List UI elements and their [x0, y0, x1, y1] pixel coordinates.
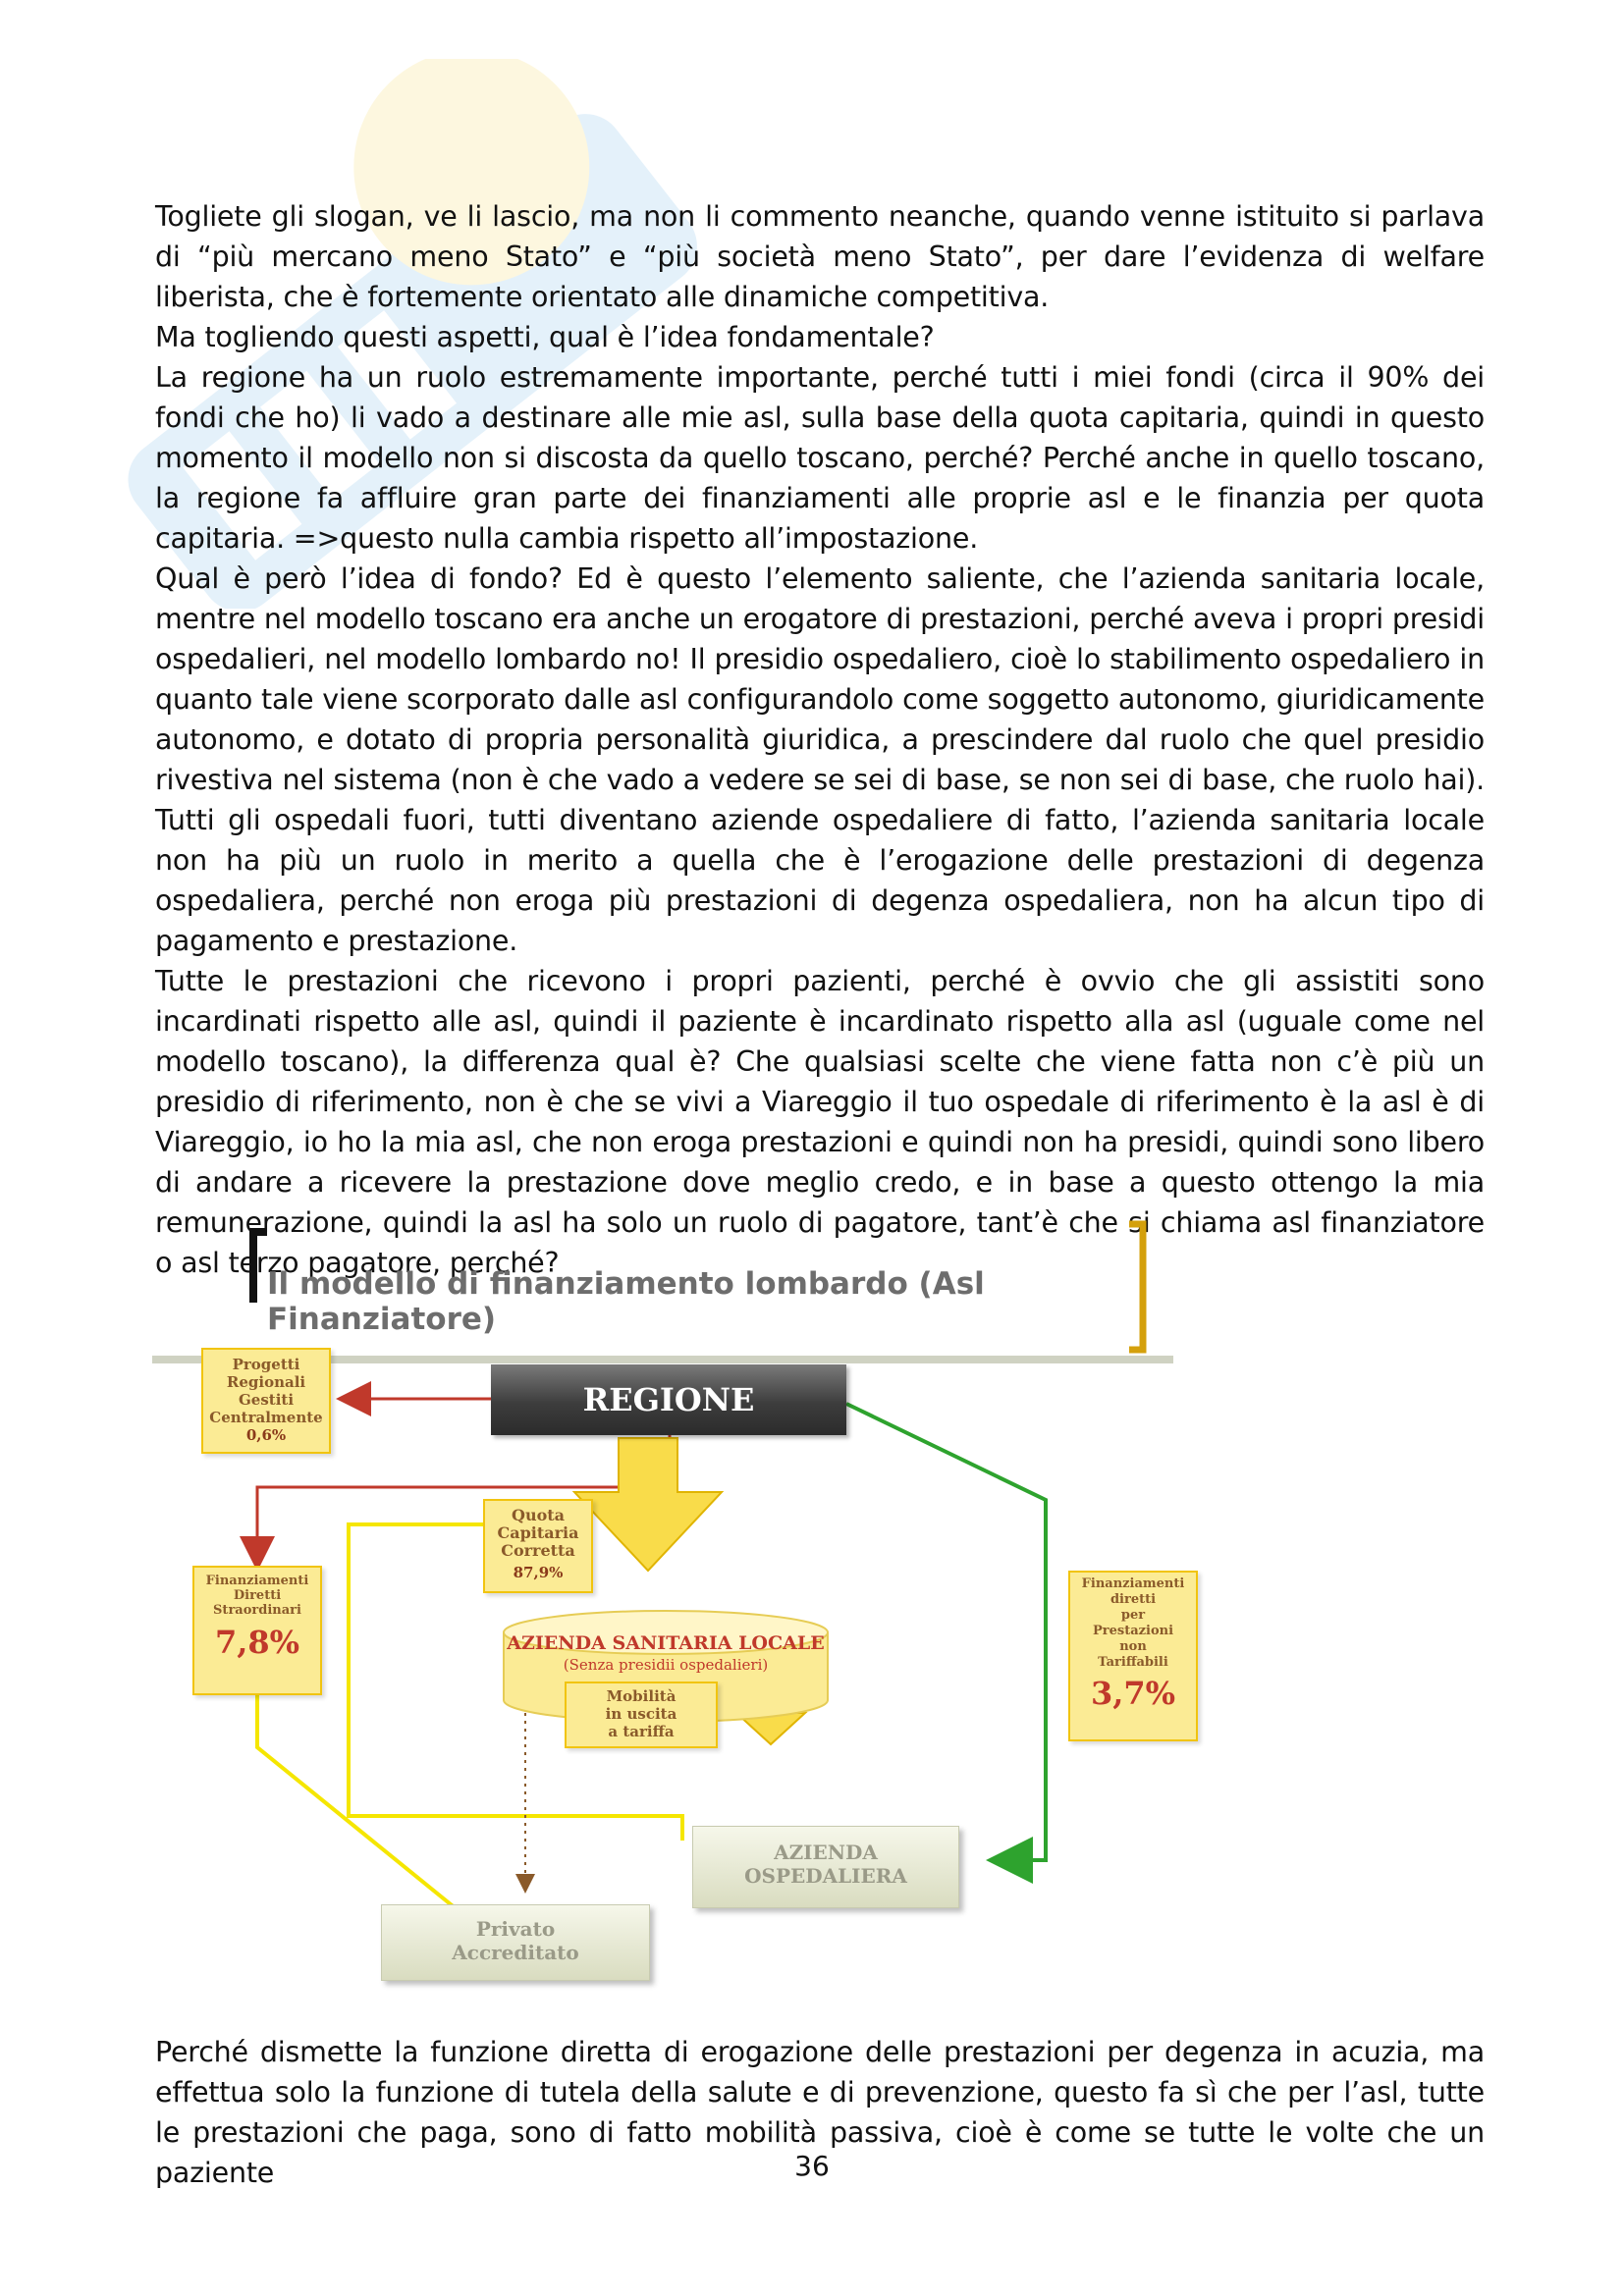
quota-line: Corretta	[501, 1541, 575, 1560]
quota-line: Quota	[512, 1506, 565, 1524]
non-tariffabili-line: non	[1119, 1639, 1147, 1654]
straordinari-box	[192, 1566, 322, 1695]
regione-box: REGIONE	[491, 1364, 846, 1435]
asl-title: AZIENDA SANITARIA LOCALE	[507, 1632, 825, 1654]
paragraph: La regione ha un ruolo estremamente importante, perché tutti i miei fondi (circa il 90% dei fondi che ho) li vado a destinare alle mie asl, sulla base della quota capitaria, quindi in questo momento il modello non si discosta da quello toscano, perché? Perché anche in quello toscano, la regione fa affluire gran parte dei finanziamenti alle proprie asl e le finanzia per quota capitaria. =>questo nulla cambia rispetto all’impostazione.	[155, 361, 1485, 555]
progetti-line: Progetti	[232, 1356, 300, 1373]
progetti-line: Centralmente	[209, 1409, 323, 1426]
non-tariffabili-line: Tariffabili	[1098, 1655, 1168, 1670]
title-bracket-left	[253, 1232, 267, 1303]
asl-subtitle: (Senza presidii ospedalieri)	[563, 1656, 769, 1674]
privato-line1: Privato	[475, 1917, 556, 1941]
straordinari-line: Finanziamenti	[205, 1574, 309, 1588]
straordinari-line: Diretti	[233, 1588, 282, 1603]
paragraph: Perché dismette la funzione diretta di erogazione delle prestazioni per degenza in acuzia, ma effettua solo la funzione di tutela della salute e di prevenzione, questo fa sì che per l’asl, tutte le prestazioni che paga, sono di fatto mobilità passiva, cioè è come se tutte le volte che un paziente	[155, 2036, 1485, 2189]
ospedaliera-line1: AZIENDA	[774, 1841, 878, 1864]
ospedaliera-line2: OSPEDALIERA	[744, 1864, 907, 1888]
progetti-box	[201, 1348, 331, 1454]
non-tariffabili-line: diretti	[1110, 1592, 1157, 1607]
progetti-value: 0,6%	[245, 1426, 287, 1444]
quota-value: 87,9%	[513, 1564, 564, 1581]
arrow-to-ospedaliera	[395, 1821, 682, 1860]
progetti-line: Gestiti	[238, 1391, 295, 1409]
non-tariffabili-line: Prestazioni	[1092, 1624, 1174, 1638]
non-tariffabili-line: per	[1120, 1608, 1146, 1623]
quota-line: Capitaria	[497, 1523, 579, 1542]
mobilita-line: Mobilità	[606, 1687, 677, 1705]
mobilita-box	[565, 1682, 718, 1748]
mobilita-line: in uscita	[605, 1705, 677, 1723]
non-tariffabili-value: 3,7%	[1090, 1675, 1176, 1712]
block-arrow-quota	[574, 1438, 722, 1571]
diagram-title: Il modello di finanziamento lombardo (Asl Finanziatore)	[267, 1266, 985, 1337]
paragraph: Ma togliendo questi aspetti, qual è l’idea fondamentale?	[155, 321, 935, 353]
azienda-ospedaliera-box	[692, 1826, 959, 1908]
mobilita-line: a tariffa	[608, 1723, 675, 1740]
privato-accreditato-box	[381, 1904, 650, 1981]
straordinari-value: 7,8%	[214, 1624, 300, 1661]
funding-model-diagram	[147, 1212, 1198, 1988]
non-tariffabili-line: Finanziamenti	[1081, 1576, 1185, 1591]
paragraph: Tutte le prestazioni che ricevono i propri pazienti, perché è ovvio che gli assistiti sono incardinati rispetto alle asl, quindi il paziente è incardinato rispetto alla asl (uguale come nel modello toscano), la differenza qual è? Che qualsiasi scelte che viene fatta non c’è più un presidio di riferimento, non è che se vivi a Viareggio il tuo ospedale di riferimento è la asl è di Viareggio, io ho la mia asl, che non eroga prestazioni e quindi non ha presidi, quindi sono libero di andare a ricevere la prestazione dove meglio credo, e in base a questo ottengo la mia remunerazione, quindi la asl ha solo un ruolo di pagatore, tant’è che si chiama asl finanziatore o asl terzo pagatore, perché?	[155, 965, 1485, 1279]
arrow-regione-to-ospedaliera	[846, 1404, 1046, 1860]
privato-line2: Accreditato	[452, 1941, 579, 1964]
page-number: 36	[794, 2150, 830, 2182]
non-tariffabili-box	[1068, 1571, 1198, 1741]
paragraph: Togliete gli slogan, ve li lascio, ma non li commento neanche, quando venne istituito si parlava di “più mercano meno Stato” e “più società meno Stato”, per dare l’evidenza di welfare liberista, che è fortemente orientato alle dinamiche competitiva.	[155, 200, 1485, 313]
quota-box	[483, 1499, 593, 1593]
body-text-top	[155, 196, 1485, 1283]
paragraph: Qual è però l’idea di fondo? Ed è questo l’elemento saliente, che l’azienda sanitaria locale, mentre nel modello toscano era anche un erogatore di prestazioni, perché aveva i propri presidi ospedalieri, nel modello lombardo no! Il presidio ospedaliero, cioè lo stabilimento ospedaliero in quanto tale viene scorporato dalle asl configurandolo come soggetto autonomo, giuridicamente autonomo, e dotato di propria personalità giuridica, a prescindere dal ruolo che quel presidio rivestiva nel sistema (non è che vado a vedere se sei di base, se non sei di base, che ruolo hai). Tutti gli ospedali fuori, tutti diventano aziende ospedaliere di fatto, l’azienda sanitaria locale non ha più un ruolo in merito a quella che è l’erogazione delle prestazioni di degenza ospedaliera, perché non eroga più prestazioni di degenza ospedaliera, non ha alcun tipo di pagamento e prestazione.	[155, 562, 1485, 957]
progetti-line: Regionali	[226, 1373, 306, 1391]
straordinari-line: Straordinari	[213, 1603, 301, 1618]
